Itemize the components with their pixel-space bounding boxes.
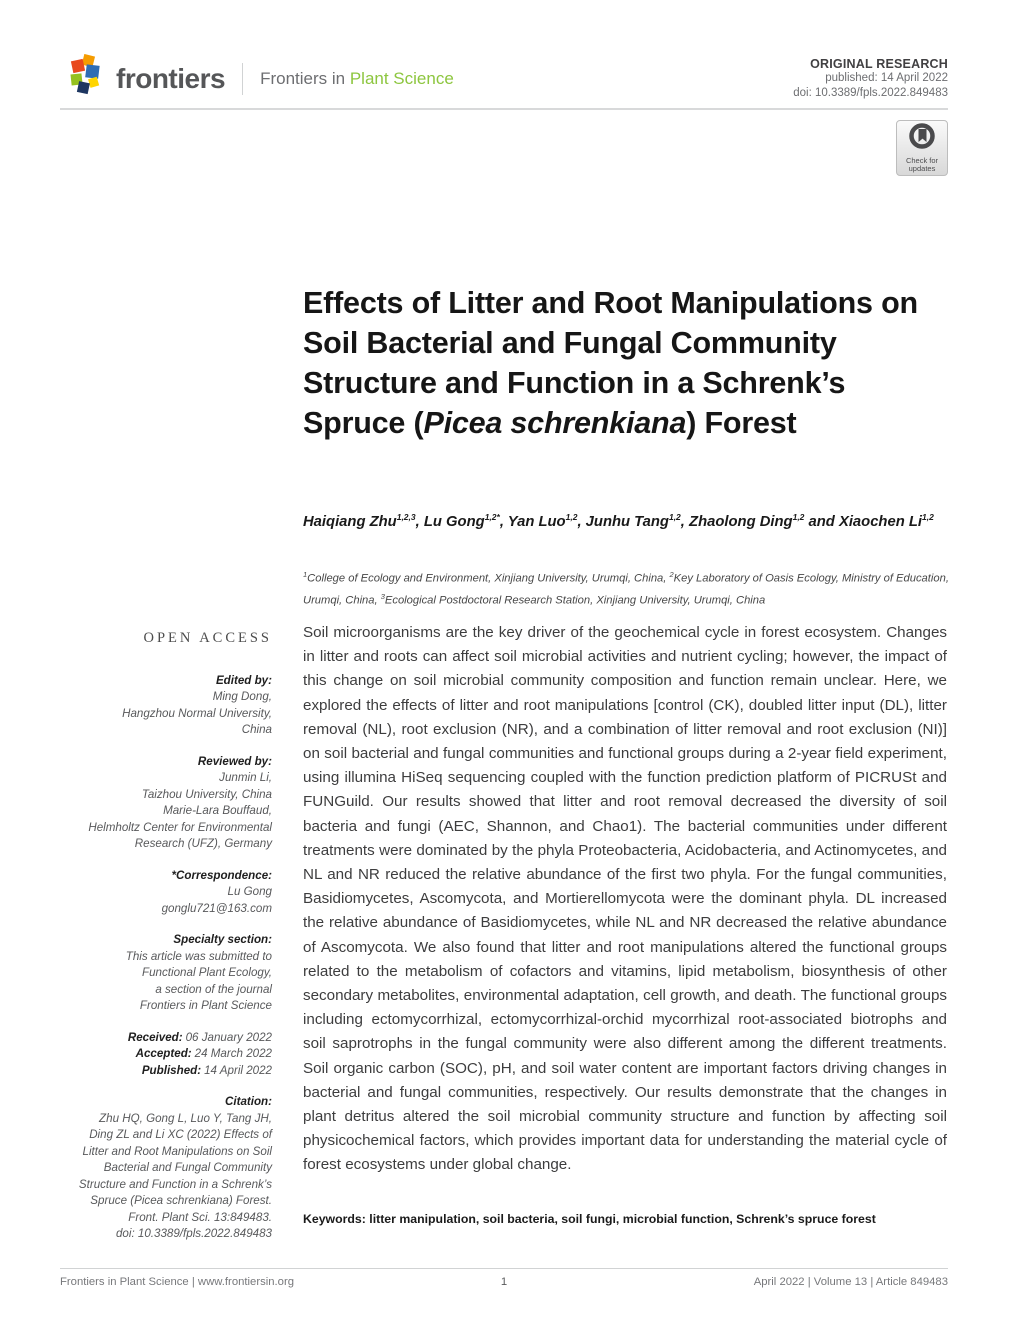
header-meta [793,57,948,101]
citation-line: Ding ZL and Li XC (2022) Effects of [89,1128,272,1141]
reviewed-by-section [58,754,272,853]
reviewer-name: Marie-Lara Bouffaud, [163,804,272,817]
reviewer-affiliation: Research (UFZ), Germany [134,837,272,850]
journal-title [260,69,454,89]
keywords-line: Keywords: litter manipulation, soil bacteria, soil fungi, microbial function, Schrenk’s spruce forest [303,1212,876,1226]
author: Zhaolong Ding [689,513,793,530]
specialty-line: Frontiers in Plant Science [139,999,272,1012]
brand-text: frontiers [116,62,226,94]
edited-by-label: Edited by: [215,673,272,687]
journal-name: Plant Science [349,68,454,88]
author: Junhu Tang [585,513,669,530]
correspondence-label: *Correspondence: [171,868,272,882]
page-number: 1 [500,1276,508,1288]
correspondence-name: Lu Gong [227,885,272,898]
header-divider [242,63,243,95]
reviewer-affiliation: Taizhou University, China [141,787,272,801]
header [68,54,454,103]
correspondence-section [58,868,272,918]
editor-country: China [241,723,272,736]
dates-section [58,1030,272,1080]
citation-doi[interactable]: doi: 10.3389/fpls.2022.849483 [115,1227,272,1240]
correspondence-email[interactable]: gonglu721@163.com [161,901,272,915]
author: Haiqiang Zhu [303,513,397,530]
abstract-text: Soil microorganisms are the key driver of the geochemical cycle in forest ecosystem. Changes in litter and roots can affect soil microbial activities and nutrient cycling; however, the impact of this change on soil microbial community composition and function remain unclear. Here, we explored the effects of litter and root manipulations [control (CK), doubled litter input (DL), litter removal (NL), root exclusion (NR), and a combination of litter removal and root exclusion (NI)] on soil bacterial and fungal communities and functional groups during a 2-year field experiment, using illumina HiSeq sequencing coupled with the function prediction platform of PICRUSt and FUNGuild. Our results showed that litter and root removal decreased the diversity of soil bacteria and fungi (AEC, Shannon, and Chao1). The bacterial communities under different treatments were dominated by the phyla Proteobacteria, Acidobacteria, and Actinomycetes, and NL and NR reduced the relative abundance of the first two phyla. For the fungal communities, Basidiomycetes, Ascomycota, and Mortierellomycota were the dominant phyla. DL increased the relative abundance of Basidiomycetes, while NL and NR decreased the relative abundance of Ascomycota. We also found that litter and root manipulations altered the functional groups related to the metabolism of cofactors and vitamins, lipid metabolism, biosynthesis of other secondary metabolites, environmental adaptation, cell growth, and death. The functional groups including ectomycorrhizal, ectomycorrhizal-orchid mycorrhizal root-associated biotrophs and soil saprotrophs in the fungal community were also different among the different treatments. Soil organic carbon (SOC), pH, and soil water content are important factors driving changes in bacterial and fungal communities, respectively. Our results demonstrate that the changes in plant detritus altered the soil microbial community structure and function by affecting soil physicochemical factors, which provides important data for understanding the material cycle of forest ecosystems under global change. [303,624,947,1174]
author: Xiaochen Li [838,513,922,530]
specialty-section [58,932,272,1015]
check-updates-label: Check for updates [905,155,939,173]
header-rule [60,108,948,110]
paper-title: Effects of Litter and Root Manipulations on Soil Bacterial and Fungal Community Structure and Function in a Schrenk’s Spruce (Picea schrenkiana) Forest [303,286,918,440]
footer [60,1276,948,1288]
reviewer-name: Junmin Li, [219,771,272,784]
crossmark-icon [909,123,935,154]
sidebar [58,630,272,1258]
journal-prefix: Frontiers in [260,68,350,88]
authors-line: Haiqiang Zhu$^{1,2,3}$, Lu Gong$^{1,2*}$, Yan Luo$^{1,2}$, Junhu Tang$^{1,2}$, Zhaolong Ding$^{1,2}$ and Xiaochen Li$^{1,2}$ [303,512,934,530]
reviewer-affiliation: Helmholtz Center for Environmental [88,820,272,834]
citation-label: Citation: [224,1095,272,1108]
specialty-line: a section of the journal [155,982,272,996]
edited-by-section [58,673,272,739]
author: Lu Gong [423,513,485,530]
specialty-label: Specialty section: [173,933,272,946]
author: Yan Luo [507,513,566,530]
specialty-line: Functional Plant Ecology, [142,966,272,979]
reviewed-by-label: Reviewed by: [197,754,272,768]
accepted-row: Accepted: 24 March 2022 [135,1047,272,1060]
doi-link[interactable]: doi: 10.3389/fpls.2022.849483 [793,87,948,99]
footer-rule [60,1268,948,1269]
article-type: ORIGINAL RESEARCH [810,57,948,71]
frontiers-logo-icon [68,54,108,103]
check-updates-badge[interactable] [896,120,948,176]
footer-issue-info: April 2022 | Volume 13 | Article 849483 [753,1276,948,1288]
citation-line: Front. Plant Sci. 13:849483. [128,1210,272,1224]
editor-affiliation: Hangzhou Normal University, [122,706,272,720]
citation-line: Litter and Root Manipulations on Soil [82,1144,272,1158]
citation-line: Bacterial and Fungal Community [103,1161,272,1174]
published-row: Published: 14 April 2022 [141,1063,272,1077]
affiliations: $^1$College of Ecology and Environment, Xinjiang University, Urumqi, China, $^2$Key Laboratory of Oasis Ecology, Ministry of Education, Urumqi, China, $^3$Ecological Postdoctoral Research Station, Xinjiang University, Urumqi, China [303,570,949,607]
editor-name: Ming Dong, [212,690,272,703]
published-date: published: 14 April 2022 [825,72,948,84]
citation-line: Spruce (Picea schrenkiana) Forest. [90,1194,272,1207]
citation-section [58,1094,272,1243]
title-species-italic: Picea schrenkiana [423,406,687,440]
received-row: Received: 06 January 2022 [127,1030,272,1044]
specialty-line: This article was submitted to [125,949,272,963]
citation-line: Zhu HQ, Gong L, Luo Y, Tang JH, [99,1111,272,1125]
footer-journal-url: Frontiers in Plant Science | www.frontiersin.org [60,1276,294,1288]
open-access-label: OPEN ACCESS [143,630,272,646]
citation-line: Structure and Function in a Schrenk’s [78,1177,272,1191]
